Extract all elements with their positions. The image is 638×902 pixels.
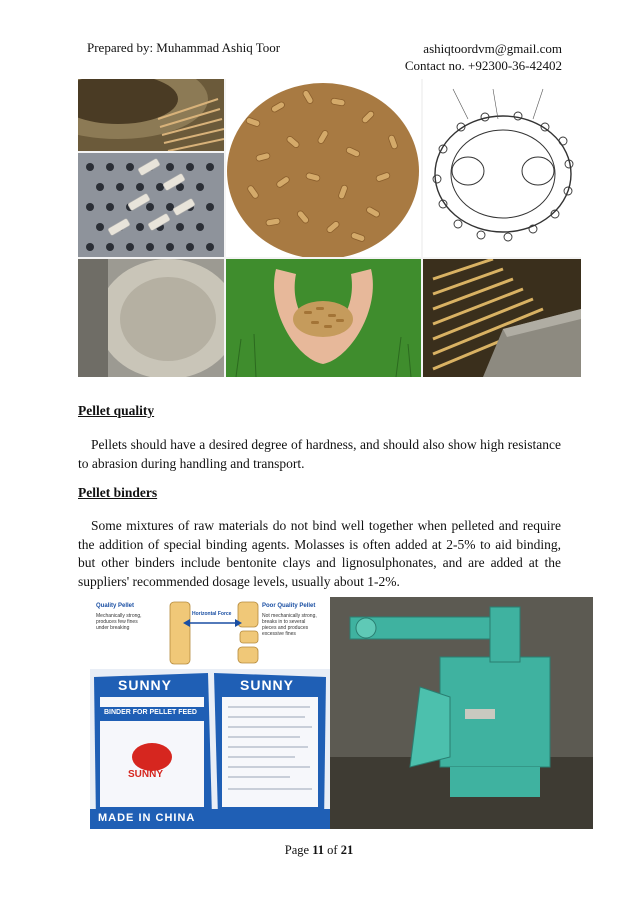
die-interior-photo (78, 259, 224, 377)
made-in-china-label: MADE IN CHINA (98, 812, 196, 824)
header-phone: Contact no. +92300-36-42402 (404, 58, 562, 73)
bag-brand-right: SUNNY (240, 677, 295, 693)
die-roller-diagram-photo (423, 79, 581, 257)
pellet-mill-photo-collage (78, 79, 581, 377)
header-email: ashiqtoordvm@gmail.com (423, 41, 562, 56)
perforated-die-photo (78, 153, 224, 257)
paragraph-pellet-binders-text: Some mixtures of raw materials do not bind well together when pelleted and require the addition of special binding agents. Molasses is often added at 2-5% to aid binding, but other binders include bentonite clays and lignosulphonates, and are added at the suppliers' recommended dosage levels, usually about 1-2%. (78, 518, 561, 589)
header-prepared-by: Prepared by: Muhammad Ashiq Toor (87, 40, 281, 55)
bag-product-label: BINDER FOR PELLET FEED (104, 709, 197, 716)
paragraph-pellet-binders (78, 517, 561, 591)
bag-logo-brand: SUNNY (128, 769, 164, 780)
pellet-pile-photo (226, 79, 421, 257)
page-number: Page 11 of 21 (284, 843, 354, 857)
poor-quality-pellet-desc: Not mechanically strong, breaks in to several pieces and produces excessive fines (262, 613, 317, 637)
quality-pellet-label: Quality Pellet (96, 603, 135, 609)
paragraph-pellet-quality-text: Pellets should have a desired degree of hardness, and should also show high resistance to abrasion during handling and transport. (78, 437, 561, 471)
hands-pellets-photo (226, 259, 421, 377)
paragraph-pellet-quality (78, 436, 561, 473)
heading-pellet-quality: Pellet quality (78, 403, 155, 418)
pellets-exiting-die-photo (423, 259, 581, 377)
heading-pellet-binders: Pellet binders (78, 485, 158, 500)
bag-brand-left: SUNNY (118, 677, 173, 693)
die-ring-photo (78, 79, 224, 151)
quality-pellet-desc: Mechanically strong, produces few fines under breaking (96, 613, 142, 631)
header-contact-block (405, 40, 562, 74)
binder-machine-photo-collage (90, 597, 593, 829)
poor-quality-pellet-label: Poor Quality Pellet (262, 603, 316, 609)
horizontal-force-label: Horizontal Force (192, 611, 232, 617)
